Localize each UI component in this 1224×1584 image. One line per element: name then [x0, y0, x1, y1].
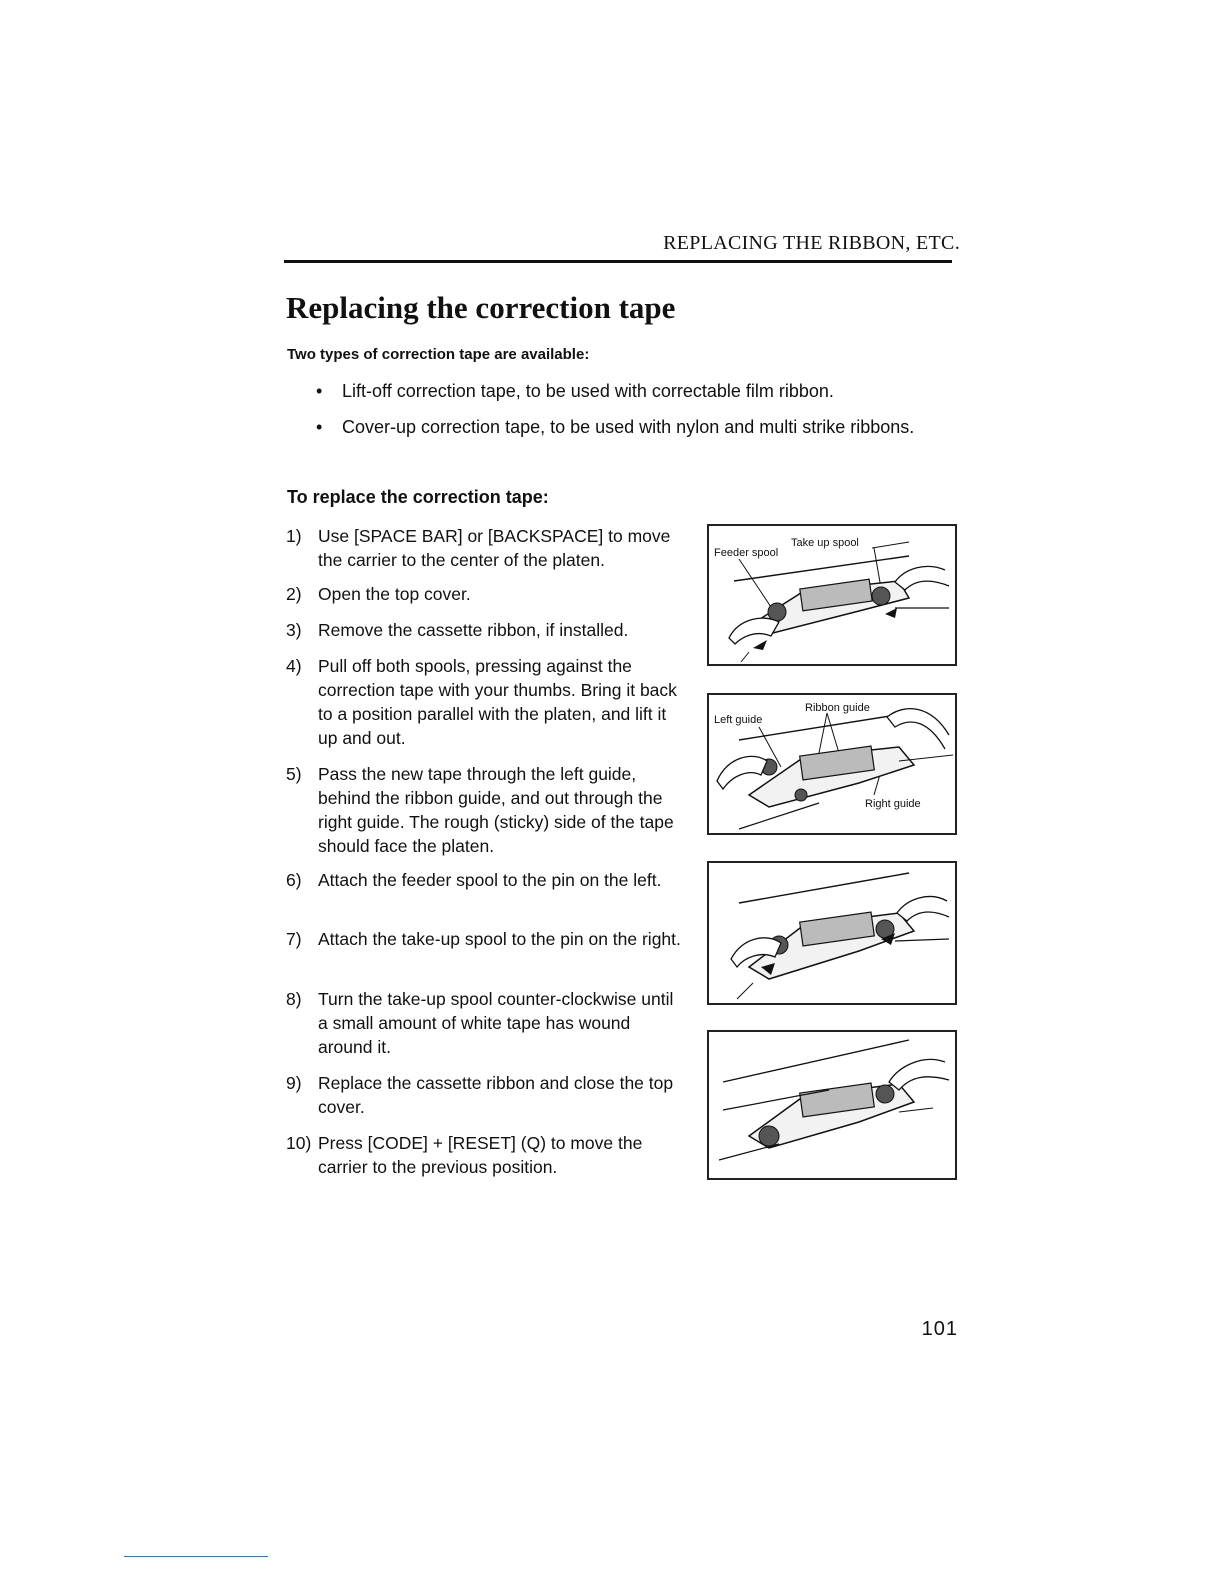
step-item	[286, 1071, 686, 1119]
step-number: 8)	[286, 989, 302, 1009]
step-text: Turn the take-up spool counter-clockwise until a small amount of white tape has wound around it.	[318, 989, 674, 1057]
step-item	[286, 1131, 686, 1179]
list-item-text: Lift-off correction tape, to be used with correctable film ribbon.	[342, 381, 834, 401]
step-item	[286, 927, 686, 951]
step-text: Pass the new tape through the left guide, behind the ribbon guide, and out through the right guide. The rough (sticky) side of the tape should face the platen.	[318, 764, 674, 856]
typewriter-guides-illustration	[709, 695, 955, 833]
page-title: Replacing the correction tape	[286, 290, 676, 325]
procedure-heading: To replace the correction tape:	[287, 487, 549, 507]
step-text: Open the top cover.	[318, 584, 471, 604]
step-text: Use [SPACE BAR] or [BACKSPACE] to move the carrier to the center of the platen.	[318, 526, 671, 570]
figure-attach-spools	[707, 861, 957, 1005]
step-item	[286, 987, 686, 1059]
callout-left-guide: Left guide	[714, 714, 763, 726]
step-text: Pull off both spools, pressing against the correction tape with your thumbs. Bring it back to a position parallel with the platen, and lift it up and out.	[318, 656, 677, 748]
list-item	[316, 414, 914, 450]
step-number: 2)	[286, 584, 302, 604]
bullet-icon: •	[316, 417, 323, 437]
step-text: Attach the feeder spool to the pin on the left.	[318, 870, 662, 890]
step-text: Replace the cassette ribbon and close the top cover.	[318, 1073, 674, 1117]
callout-take-up-spool: Take up spool	[791, 537, 859, 549]
callout-ribbon-guide: Ribbon guide	[805, 702, 870, 714]
header-rule	[284, 260, 952, 263]
list-item	[316, 378, 914, 414]
typewriter-wound-illustration	[709, 1032, 955, 1178]
tape-types-list	[316, 378, 914, 450]
step-text: Remove the cassette ribbon, if installed.	[318, 620, 629, 640]
callout-feeder-spool: Feeder spool	[714, 547, 779, 559]
callout-right-guide: Right guide	[865, 798, 921, 810]
step-item	[286, 582, 686, 606]
bullet-icon: •	[316, 381, 323, 401]
step-number: 4)	[286, 656, 302, 676]
step-item	[286, 654, 686, 750]
typewriter-attach-illustration	[709, 863, 955, 1003]
step-number: 5)	[286, 764, 302, 784]
step-item	[286, 524, 686, 572]
intro-text: Two types of correction tape are available:	[287, 346, 590, 363]
step-item	[286, 868, 686, 892]
footer-link-rule	[124, 1556, 268, 1557]
figure-remove-spools	[707, 524, 957, 666]
typewriter-carrier-illustration	[709, 526, 955, 664]
running-head: REPLACING THE RIBBON, ETC.	[663, 232, 960, 254]
step-item	[286, 618, 686, 642]
page-number: 101	[921, 1318, 958, 1340]
step-text: Attach the take-up spool to the pin on the right.	[318, 929, 681, 949]
figure-thread-tape	[707, 693, 957, 835]
list-item-text: Cover-up correction tape, to be used with nylon and multi strike ribbons.	[342, 417, 915, 437]
step-number: 3)	[286, 620, 302, 640]
step-item	[286, 762, 686, 858]
step-number: 7)	[286, 929, 302, 949]
step-text: Press [CODE] + [RESET] (Q) to move the carrier to the previous position.	[318, 1133, 643, 1177]
figure-wound-tape	[707, 1030, 957, 1180]
step-number: 1)	[286, 526, 302, 546]
step-number: 6)	[286, 870, 302, 890]
step-number: 10)	[286, 1133, 312, 1153]
step-number: 9)	[286, 1073, 302, 1093]
